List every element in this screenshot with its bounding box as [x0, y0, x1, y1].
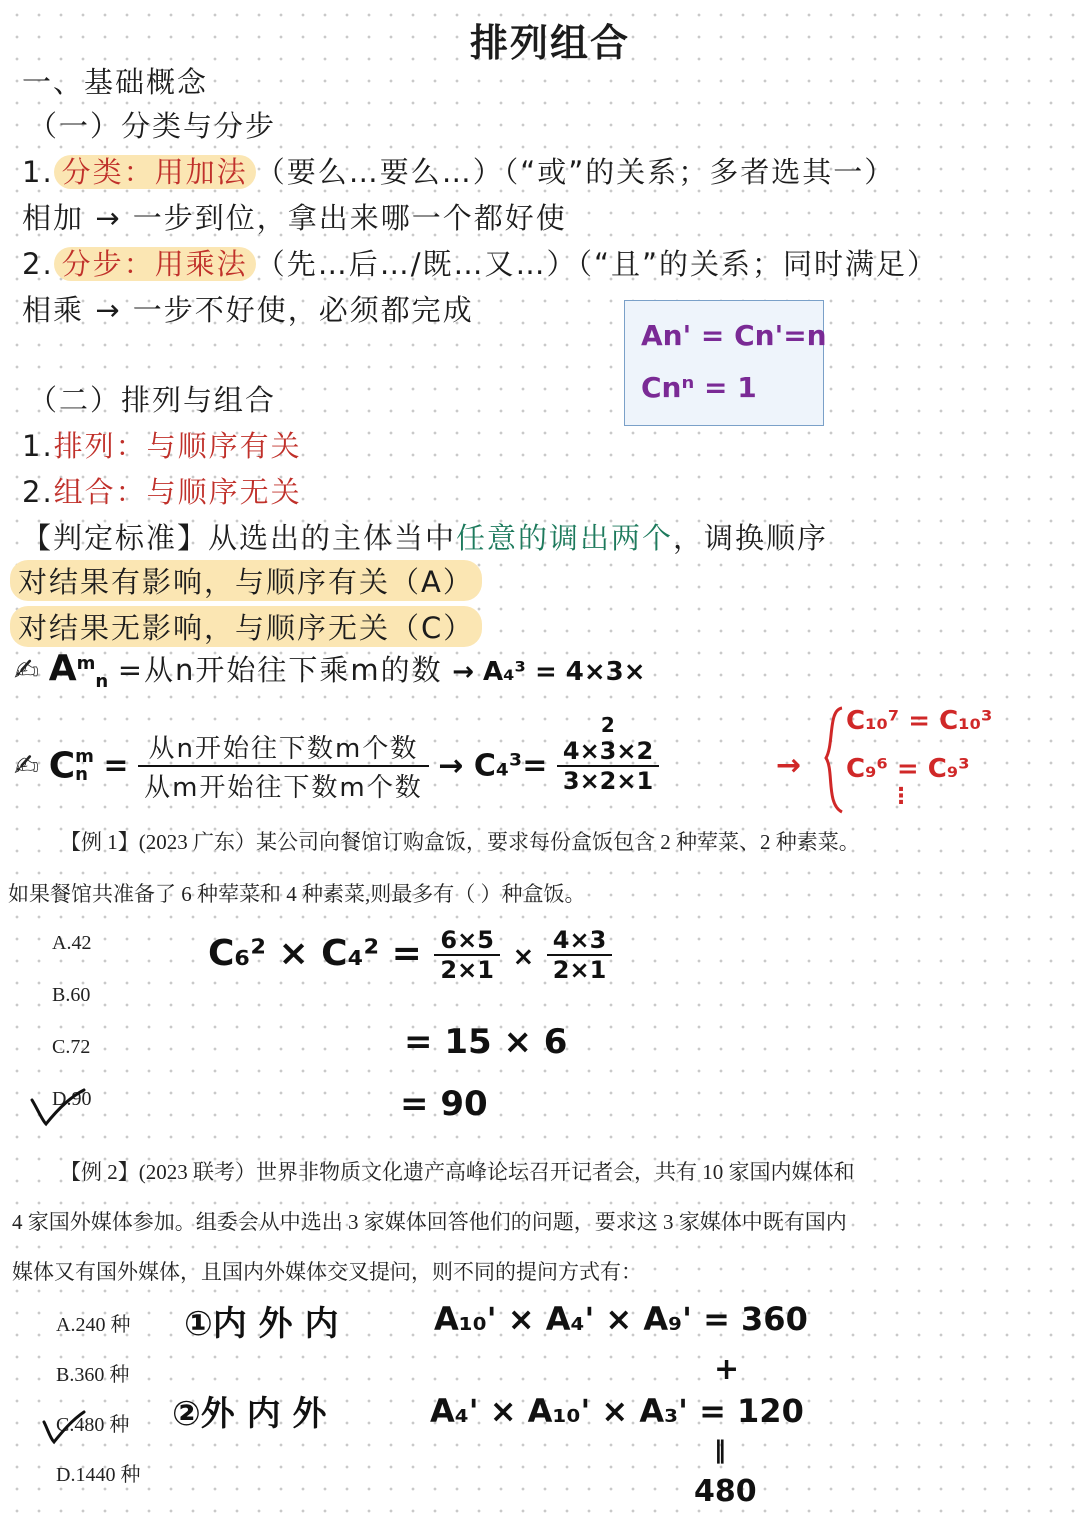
- example2-equals: ‖: [714, 1436, 726, 1464]
- formula-a-row: [14, 648, 646, 692]
- example1-line1: 【例 1】(2023 广东）某公司向餐馆订购盒饭，要求每份盒饭包含 2 种荤菜、2 种素菜。: [60, 830, 860, 854]
- formula-c-fraction: [138, 728, 429, 804]
- permutation-num: 1.: [22, 429, 54, 463]
- example2-case1-expr: A₁₀' × A₄' × A₉' = 360: [434, 1300, 808, 1338]
- example1-option-a[interactable]: A.42: [52, 932, 92, 954]
- formula-a-sup: m: [76, 653, 96, 674]
- subsection-heading-1: （一）分类与分步: [28, 109, 277, 143]
- rule-step-label: 分步：用乘法: [54, 247, 256, 281]
- curly-brace-icon: [818, 704, 848, 816]
- formula-a-example: → A₄³ = 4×3×: [452, 657, 646, 687]
- section-heading: 一、基础概念: [22, 65, 209, 99]
- permutation-def: [22, 424, 302, 465]
- rule-classify: [22, 150, 895, 191]
- symmetry-line-1: C₁₀⁷ = C₁₀³: [846, 706, 993, 736]
- formula-a-sub: n: [95, 671, 109, 692]
- example2-line2: 4 家国外媒体参加。组委会从中选出 3 家媒体回答他们的问题，要求这 3 家媒体中既有国内: [12, 1210, 847, 1234]
- symmetry-line-2: C₉⁶ = C₉³: [846, 754, 970, 784]
- subsection-heading-2: （二）排列与组合: [28, 383, 277, 417]
- rule-classify-num: 1.: [22, 155, 54, 189]
- combination-text: 组合：与顺序无关: [53, 475, 302, 509]
- formula-c-example-denominator: 3×2×1: [562, 767, 654, 795]
- symmetry-dots: ⋮: [890, 784, 912, 809]
- example1-work-frac2-den: 2×1: [552, 956, 607, 984]
- example2-option-a[interactable]: A.240 种: [56, 1314, 131, 1336]
- formula-c-numerator: 从n开始往下数m个数: [138, 728, 429, 767]
- formula-c-example-cancel: 2: [600, 713, 615, 737]
- criteria-line: [22, 516, 828, 557]
- formula-c-denominator: 从m开始往下数m个数: [144, 773, 423, 803]
- rule-classify-desc: （要么…要么…）（“或”的关系；多者选其一）: [255, 155, 896, 189]
- example1-work-frac1-num: 6×5: [434, 926, 500, 956]
- example1-option-b[interactable]: B.60: [52, 984, 91, 1006]
- example2-case2-expr: A₄' × A₁₀' × A₃' = 120: [430, 1392, 804, 1430]
- example1-work-line1: [208, 926, 612, 984]
- combination-num: 2.: [22, 475, 54, 509]
- example1-work-lhs: C₆² × C₄² =: [208, 933, 422, 974]
- formula-c-sub: n: [75, 764, 88, 785]
- example1-option-c[interactable]: C.72: [52, 1036, 91, 1058]
- example1-line2: 如果餐馆共准备了 6 种荤菜和 4 种素菜,则最多有（ ）种盒饭。: [8, 882, 586, 906]
- formula-c-row: ✍ C m n = $\frac{\text{从n开始往下数m个数}}{\text{从m开始往下数m个数}}$ → C₄³= 2 4×3×2 3×2×1: [14, 728, 659, 804]
- combination-def: [22, 470, 302, 511]
- box-line-1: An' = Cn'=n: [641, 319, 827, 352]
- rule-classify-note: 相加 → 一步到位，拿出来哪一个都好使: [22, 201, 567, 235]
- formula-c-sup: m: [75, 746, 94, 767]
- example1-work-line2: = 15 × 6: [404, 1022, 568, 1062]
- criteria-post: ，调换顺序: [673, 521, 829, 555]
- formula-a-meaning: =从n开始往下乘m的数: [117, 653, 443, 687]
- checkmark-icon: [28, 1088, 88, 1130]
- criteria-pre: 【判定标准】从选出的主体当中: [22, 521, 457, 555]
- rule-step-num: 2.: [22, 247, 54, 281]
- example2-plus: +: [714, 1352, 740, 1387]
- writing-hand-icon: ✍: [14, 653, 40, 688]
- box-line-2: Cnⁿ = 1: [641, 371, 757, 404]
- example1-work-frac2: [547, 926, 613, 984]
- writing-hand-icon: ✍: [14, 748, 40, 784]
- symmetry-arrow: →: [776, 748, 802, 783]
- example2-case2-label: ②外 内 外: [172, 1394, 327, 1434]
- formula-a-symbol: A: [48, 648, 77, 689]
- example2-case1-label: ①内 外 内: [184, 1304, 339, 1344]
- example2-total: 480: [694, 1474, 757, 1509]
- formula-c-example: → C₄³=: [438, 748, 548, 784]
- example1-option-d[interactable]: D.90: [52, 1088, 92, 1110]
- page-title: 排列组合: [470, 21, 631, 65]
- criteria-unordered: 对结果无影响，与顺序无关（C）: [10, 606, 482, 647]
- permutation-text: 排列：与顺序有关: [53, 429, 302, 463]
- example2-line1: 【例 2】(2023 联考）世界非物质文化遗产高峰论坛召开记者会，共有 10 家国内媒体和: [60, 1160, 855, 1184]
- rule-step-note: 相乘 → 一步不好使，必须都完成: [22, 293, 474, 327]
- formula-c-example-numerator: 4×3×2: [557, 737, 659, 767]
- formula-note-box: [624, 300, 827, 426]
- formula-c-symbol: C: [48, 745, 76, 787]
- example1-work-frac1-den: 2×1: [440, 956, 494, 984]
- example1-work-line3: = 90: [400, 1084, 488, 1124]
- example2-line3: 媒体又有国外媒体，且国内外媒体交叉提问，则不同的提问方式有：: [12, 1260, 642, 1284]
- criteria-highlight: 任意的调出两个: [456, 521, 674, 555]
- rule-step-desc: （先…后…/既…又…）（“且”的关系；同时满足）: [255, 247, 939, 281]
- rule-step: [22, 242, 938, 283]
- example1-work-frac1: [434, 926, 500, 984]
- formula-c-example-fraction: [557, 713, 659, 795]
- checkmark-icon: [40, 1408, 86, 1446]
- rule-classify-label: 分类：用加法: [54, 155, 256, 189]
- criteria-ordered: 对结果有影响，与顺序有关（A）: [10, 560, 482, 601]
- example2-option-b[interactable]: B.360 种: [56, 1364, 130, 1386]
- example2-option-c[interactable]: C.480 种: [56, 1414, 130, 1436]
- example1-work-times: ×: [512, 942, 535, 972]
- example1-work-frac2-num: 4×3: [547, 926, 613, 956]
- example2-option-d[interactable]: D.1440 种: [56, 1464, 141, 1486]
